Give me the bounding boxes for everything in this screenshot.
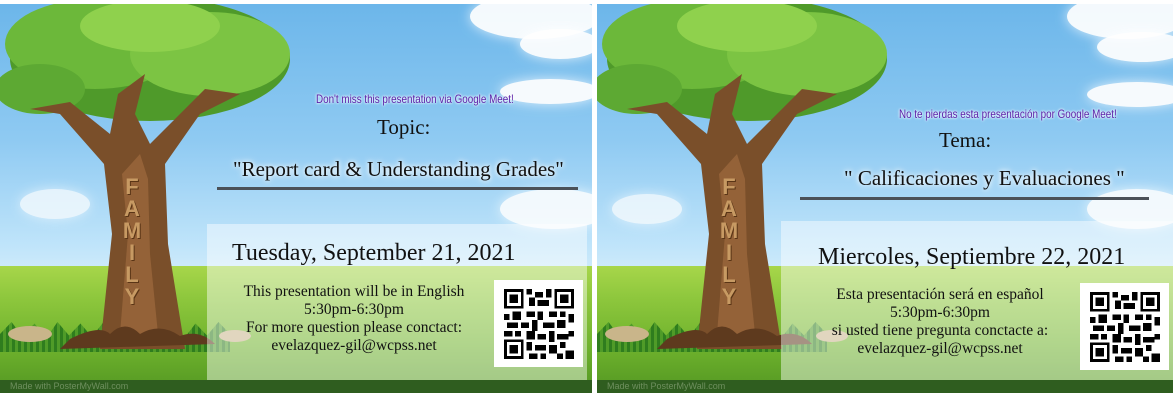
divider-line: [800, 197, 1149, 200]
cloud: [520, 29, 592, 59]
qr-code: [494, 280, 583, 367]
footer-bar: [597, 380, 1173, 393]
presentation-subject: "Report card & Understanding Grades": [233, 157, 564, 181]
contact-line: si usted tiene pregunta conctacte a:: [831, 322, 1049, 339]
language-line: Esta presentación será en español: [836, 286, 1044, 303]
language-line: This presentation will be in English: [243, 283, 465, 300]
event-details: [797, 286, 1083, 358]
divider-line: [217, 187, 578, 190]
spanish-flyer: [597, 4, 1173, 393]
qr-code: [1080, 283, 1169, 370]
footer-credit: Made with PosterMyWall.com: [607, 381, 726, 391]
time-line: 5:30pm-6:30pm: [304, 301, 404, 318]
contact-email: evelazquez-gil@wcpss.net: [857, 340, 1023, 357]
qr-code-icon: [504, 289, 574, 359]
event-date: Tuesday, September 21, 2021: [232, 240, 516, 266]
contact-email: evelazquez-gil@wcpss.net: [271, 337, 437, 354]
event-date: Miercoles, Septiembre 22, 2021: [818, 244, 1126, 270]
time-line: 5:30pm-6:30pm: [890, 304, 990, 321]
tree-carving-text: F A M I L Y: [719, 174, 739, 309]
invite-text: Don't miss this presentation via Google Meet!: [316, 92, 514, 106]
event-details: [213, 283, 495, 355]
topic-label: Topic:: [377, 115, 431, 139]
topic-label: Tema:: [939, 128, 992, 152]
english-flyer: [0, 4, 592, 393]
qr-code-icon: [1090, 292, 1160, 362]
footer-bar: [0, 380, 592, 393]
contact-line: For more question please conctact:: [245, 319, 463, 336]
footer-credit: Made with PosterMyWall.com: [10, 381, 129, 391]
presentation-subject: " Calificaciones y Evaluaciones ": [844, 166, 1125, 190]
tree-carving-text: F A M I L Y: [122, 174, 142, 309]
cloud: [500, 79, 592, 104]
invite-text: No te pierdas esta presentación por Google Meet!: [899, 107, 1117, 121]
